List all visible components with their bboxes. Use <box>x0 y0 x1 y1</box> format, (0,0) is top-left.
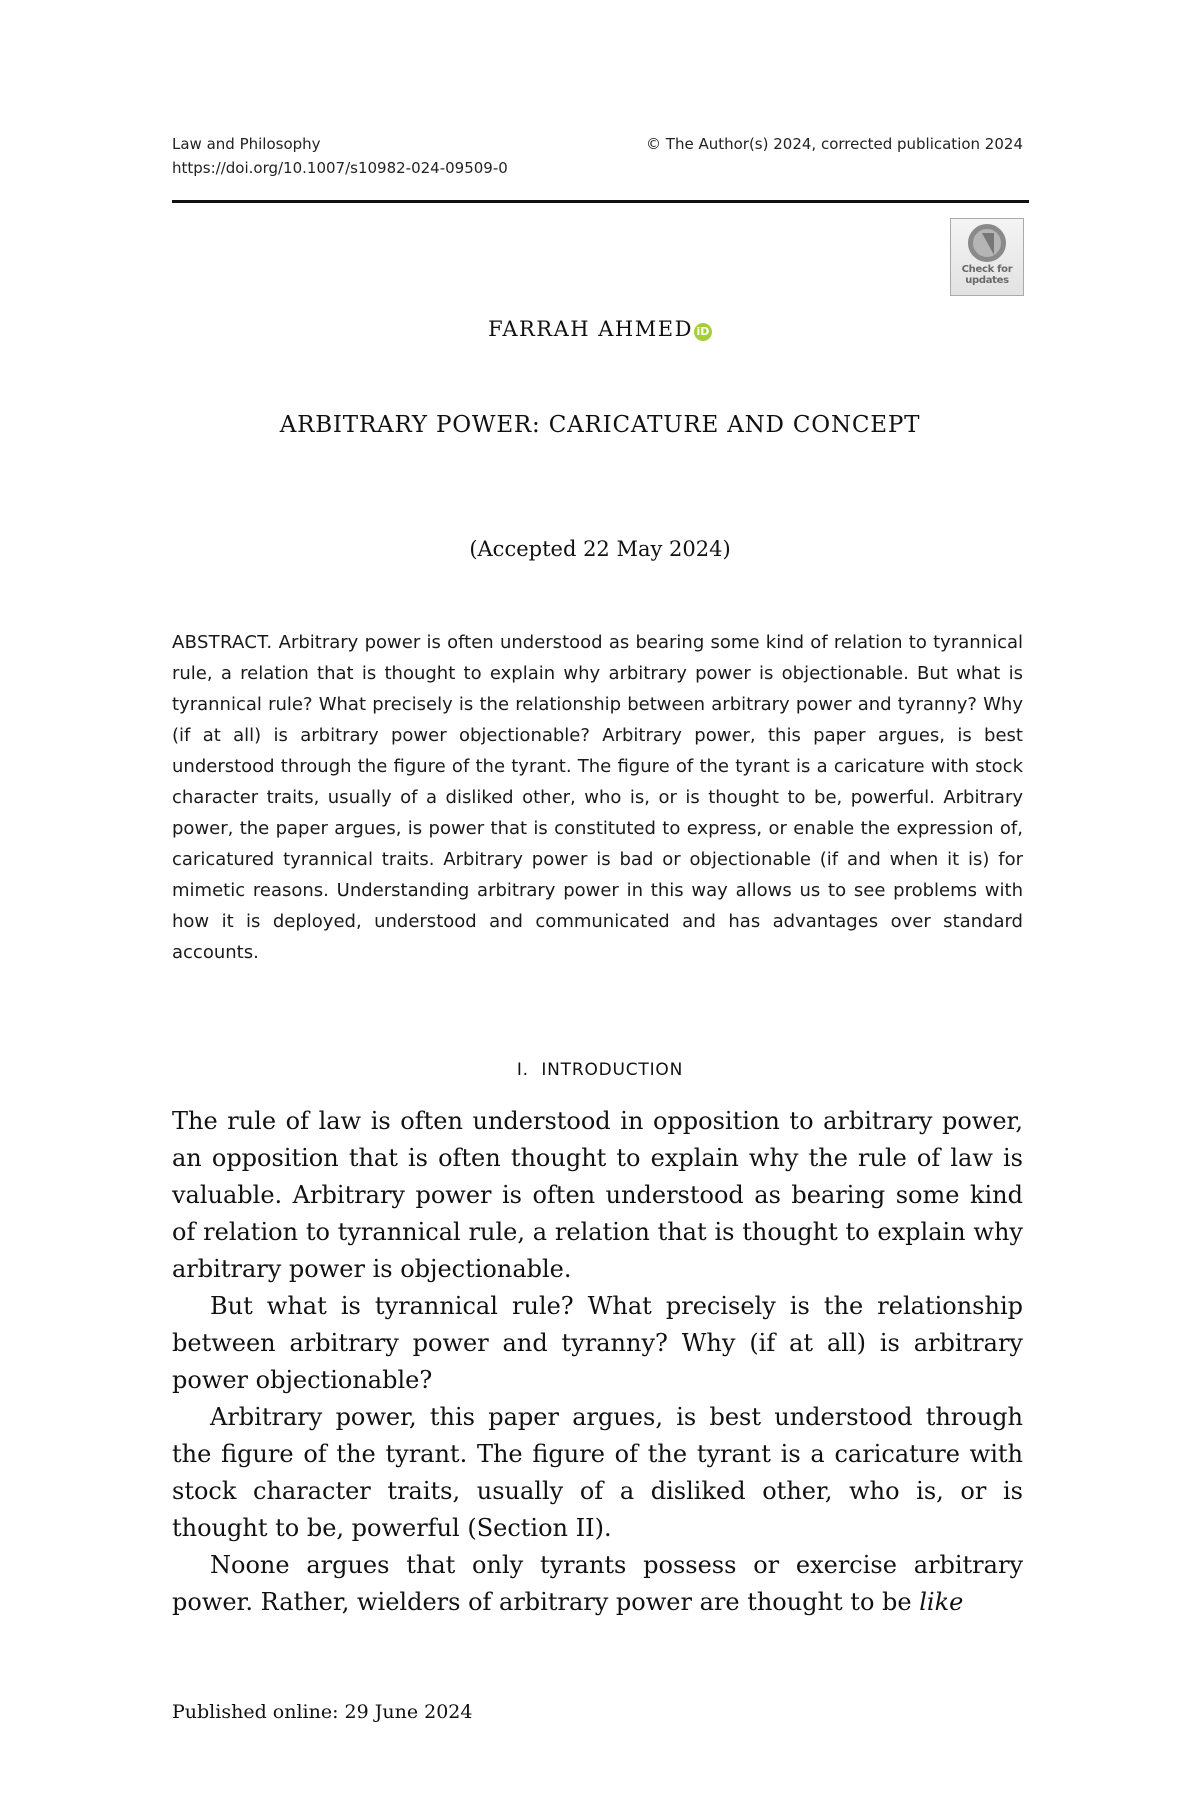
crossmark-label: Check for updates <box>961 264 1013 286</box>
section-title: INTRODUCTION <box>541 1060 684 1080</box>
italic-emphasis: like <box>919 1588 964 1616</box>
abstract <box>172 627 1023 968</box>
section-heading <box>0 1058 1200 1082</box>
journal-name: Law and Philosophy <box>172 135 321 153</box>
published-online: Published online: 29 June 2024 <box>172 1701 473 1723</box>
body-paragraph-text: Noone argues that only tyrants possess or exercise arbitrary power. Rather, wielders of arbitrary power are thought to be <box>172 1551 1023 1616</box>
abstract-text: Arbitrary power is often understood as bearing some kind of relation to tyrannical rule, a relation that is thought to explain why arbitrary power is objectionable. But what is tyrannical rule? What precisely is the relationship between arbitrary power and tyranny? Why (if at all) is arbitrary power objectionable? Arbitrary power, this paper argues, is best understood through the figure of the tyrant. The figure of the tyrant is a caricature with stock character traits, usually of a disliked other, who is, or is thought to be, powerful. Arbitrary power, the paper argues, is power that is constituted to express, or enable the expression of, caricatured tyrannical traits. Arbitrary power is bad or objectionable (if and when it is) for mimetic reasons. Understanding arbitrary power in this way allows us to see problems with how it is deployed, understood and communicated and has advantages over standard accounts. <box>172 632 1023 963</box>
body-paragraph <box>172 1547 1023 1621</box>
body-paragraph: The rule of law is often understood in opposition to arbitrary power, an opposition that is often thought to explain why the rule of law is valuable. Arbitrary power is often understood as bearing some kind of relation to tyrannical rule, a relation that is thought to explain why arbitrary power is objectionable. <box>172 1107 1023 1283</box>
paper-title: ARBITRARY POWER: CARICATURE AND CONCEPT <box>279 412 921 438</box>
orcid-icon[interactable]: iD <box>694 323 712 341</box>
body-paragraph: Arbitrary power, this paper argues, is best understood through the figure of the tyrant. The figure of the tyrant is a caricature with stock character traits, usually of a disliked other, who is, or is thought to be, powerful (Section II). <box>172 1403 1023 1542</box>
body-text <box>172 1103 1023 1621</box>
abstract-label: ABSTRACT. <box>172 632 273 653</box>
body-paragraph: But what is tyrannical rule? What precisely is the relationship between arbitrary power and tyranny? Why (if at all) is arbitrary power objectionable? <box>172 1292 1023 1394</box>
author-line <box>0 316 1200 342</box>
check-for-updates-button[interactable] <box>950 218 1024 296</box>
doi-link[interactable]: https://doi.org/10.1007/s10982-024-09509-0 <box>172 159 508 177</box>
copyright-notice: © The Author(s) 2024, corrected publication 2024 <box>646 135 1023 153</box>
section-number: I. <box>516 1060 529 1080</box>
accepted-date: (Accepted 22 May 2024) <box>469 537 731 561</box>
journal-header <box>172 132 508 180</box>
header-rule <box>172 200 1029 203</box>
crossmark-icon <box>968 224 1006 262</box>
author-name: FARRAH AHMED <box>488 317 693 341</box>
